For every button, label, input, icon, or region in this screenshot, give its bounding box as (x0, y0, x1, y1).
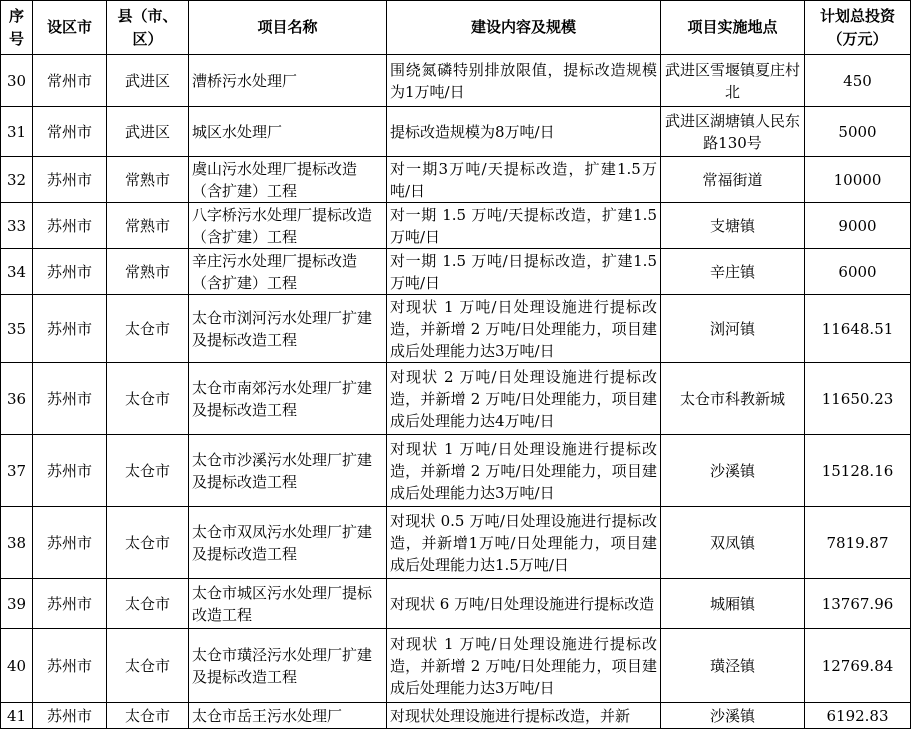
cell-project-name: 太仓市双凤污水处理厂扩建及提标改造工程 (189, 507, 387, 579)
cell-content: 对现状 2 万吨/日处理设施进行提标改造，并新增 2 万吨/日处理能力，项目建成后处理能力达4万吨/日 (387, 363, 661, 435)
table-row (1, 107, 911, 157)
cell-no: 34 (1, 249, 33, 295)
cell-investment: 12769.84 (805, 629, 911, 703)
cell-county: 太仓市 (107, 629, 189, 703)
cell-location: 城厢镇 (661, 579, 805, 629)
cell-location: 常福街道 (661, 157, 805, 203)
cell-location: 沙溪镇 (661, 703, 805, 729)
cell-county: 武进区 (107, 107, 189, 157)
cell-city: 常州市 (33, 107, 107, 157)
cell-location: 武进区湖塘镇人民东路130号 (661, 107, 805, 157)
cell-city: 苏州市 (33, 157, 107, 203)
cell-content: 对一期 1.5 万吨/日提标改造，扩建1.5万吨/日 (387, 249, 661, 295)
cell-location: 浏河镇 (661, 295, 805, 363)
cell-content: 对现状处理设施进行提标改造，并新 (387, 703, 661, 729)
table-row (1, 363, 911, 435)
cell-content: 围绕氮磷特别排放限值，提标改造规模为1万吨/日 (387, 55, 661, 107)
cell-no: 39 (1, 579, 33, 629)
header-content: 建设内容及规模 (387, 1, 661, 55)
header-city: 设区市 (33, 1, 107, 55)
cell-investment: 7819.87 (805, 507, 911, 579)
cell-content: 对现状 1 万吨/日处理设施进行提标改造，并新增 2 万吨/日处理能力，项目建成后处理能力达3万吨/日 (387, 435, 661, 507)
cell-location: 太仓市科教新城 (661, 363, 805, 435)
table-row (1, 579, 911, 629)
cell-location: 双凤镇 (661, 507, 805, 579)
cell-project-name: 太仓市南郊污水处理厂扩建及提标改造工程 (189, 363, 387, 435)
cell-county: 常熟市 (107, 249, 189, 295)
cell-content: 对现状 1 万吨/日处理设施进行提标改造，并新增 2 万吨/日处理能力，项目建成后处理能力达3万吨/日 (387, 295, 661, 363)
cell-no: 35 (1, 295, 33, 363)
cell-city: 苏州市 (33, 629, 107, 703)
cell-location: 武进区雪堰镇夏庄村北 (661, 55, 805, 107)
header-no: 序号 (1, 1, 33, 55)
cell-city: 苏州市 (33, 295, 107, 363)
cell-county: 太仓市 (107, 507, 189, 579)
cell-county: 武进区 (107, 55, 189, 107)
cell-county: 太仓市 (107, 363, 189, 435)
cell-no: 37 (1, 435, 33, 507)
table-row (1, 435, 911, 507)
cell-investment: 11648.51 (805, 295, 911, 363)
cell-county: 太仓市 (107, 579, 189, 629)
cell-investment: 10000 (805, 157, 911, 203)
cell-city: 苏州市 (33, 507, 107, 579)
cell-project-name: 太仓市璜泾污水处理厂扩建及提标改造工程 (189, 629, 387, 703)
cell-project-name: 太仓市浏河污水处理厂扩建及提标改造工程 (189, 295, 387, 363)
table-row (1, 203, 911, 249)
table-row (1, 249, 911, 295)
cell-county: 常熟市 (107, 157, 189, 203)
header-investment: 计划总投资（万元） (805, 1, 911, 55)
table-row (1, 157, 911, 203)
cell-investment: 11650.23 (805, 363, 911, 435)
cell-project-name: 太仓市城区污水处理厂提标改造工程 (189, 579, 387, 629)
header-name: 项目名称 (189, 1, 387, 55)
cell-city: 常州市 (33, 55, 107, 107)
cell-investment: 450 (805, 55, 911, 107)
cell-project-name: 虞山污水处理厂提标改造（含扩建）工程 (189, 157, 387, 203)
cell-county: 常熟市 (107, 203, 189, 249)
cell-location: 璜泾镇 (661, 629, 805, 703)
table-row (1, 507, 911, 579)
table-row (1, 703, 911, 729)
header-location: 项目实施地点 (661, 1, 805, 55)
cell-location: 支塘镇 (661, 203, 805, 249)
cell-content: 对现状 0.5 万吨/日处理设施进行提标改造，并新增1万吨/日处理能力，项目建成后处理能力达1.5万吨/日 (387, 507, 661, 579)
cell-no: 40 (1, 629, 33, 703)
cell-no: 30 (1, 55, 33, 107)
cell-content: 对现状 6 万吨/日处理设施进行提标改造 (387, 579, 661, 629)
cell-no: 33 (1, 203, 33, 249)
cell-county: 太仓市 (107, 435, 189, 507)
cell-project-name: 八字桥污水处理厂提标改造（含扩建）工程 (189, 203, 387, 249)
cell-content: 提标改造规模为8万吨/日 (387, 107, 661, 157)
cell-project-name: 太仓市沙溪污水处理厂扩建及提标改造工程 (189, 435, 387, 507)
cell-no: 32 (1, 157, 33, 203)
cell-city: 苏州市 (33, 249, 107, 295)
cell-no: 31 (1, 107, 33, 157)
cell-investment: 6000 (805, 249, 911, 295)
cell-no: 41 (1, 703, 33, 729)
cell-investment: 9000 (805, 203, 911, 249)
cell-content: 对一期3万吨/天提标改造，扩建1.5万吨/日 (387, 157, 661, 203)
cell-content: 对一期 1.5 万吨/天提标改造，扩建1.5万吨/日 (387, 203, 661, 249)
table-row (1, 55, 911, 107)
cell-city: 苏州市 (33, 363, 107, 435)
cell-location: 辛庄镇 (661, 249, 805, 295)
cell-content: 对现状 1 万吨/日处理设施进行提标改造，并新增 2 万吨/日处理能力，项目建成后处理能力达3万吨/日 (387, 629, 661, 703)
table-row (1, 629, 911, 703)
cell-investment: 6192.83 (805, 703, 911, 729)
header-county: 县（市、区） (107, 1, 189, 55)
cell-city: 苏州市 (33, 435, 107, 507)
cell-project-name: 太仓市岳王污水处理厂 (189, 703, 387, 729)
cell-project-name: 漕桥污水处理厂 (189, 55, 387, 107)
cell-project-name: 城区水处理厂 (189, 107, 387, 157)
cell-city: 苏州市 (33, 703, 107, 729)
table-header-row (1, 1, 911, 55)
cell-no: 38 (1, 507, 33, 579)
cell-investment: 13767.96 (805, 579, 911, 629)
cell-city: 苏州市 (33, 579, 107, 629)
cell-no: 36 (1, 363, 33, 435)
cell-investment: 15128.16 (805, 435, 911, 507)
cell-investment: 5000 (805, 107, 911, 157)
cell-county: 太仓市 (107, 703, 189, 729)
cell-location: 沙溪镇 (661, 435, 805, 507)
cell-project-name: 辛庄污水处理厂提标改造（含扩建）工程 (189, 249, 387, 295)
table-row (1, 295, 911, 363)
cell-county: 太仓市 (107, 295, 189, 363)
cell-city: 苏州市 (33, 203, 107, 249)
